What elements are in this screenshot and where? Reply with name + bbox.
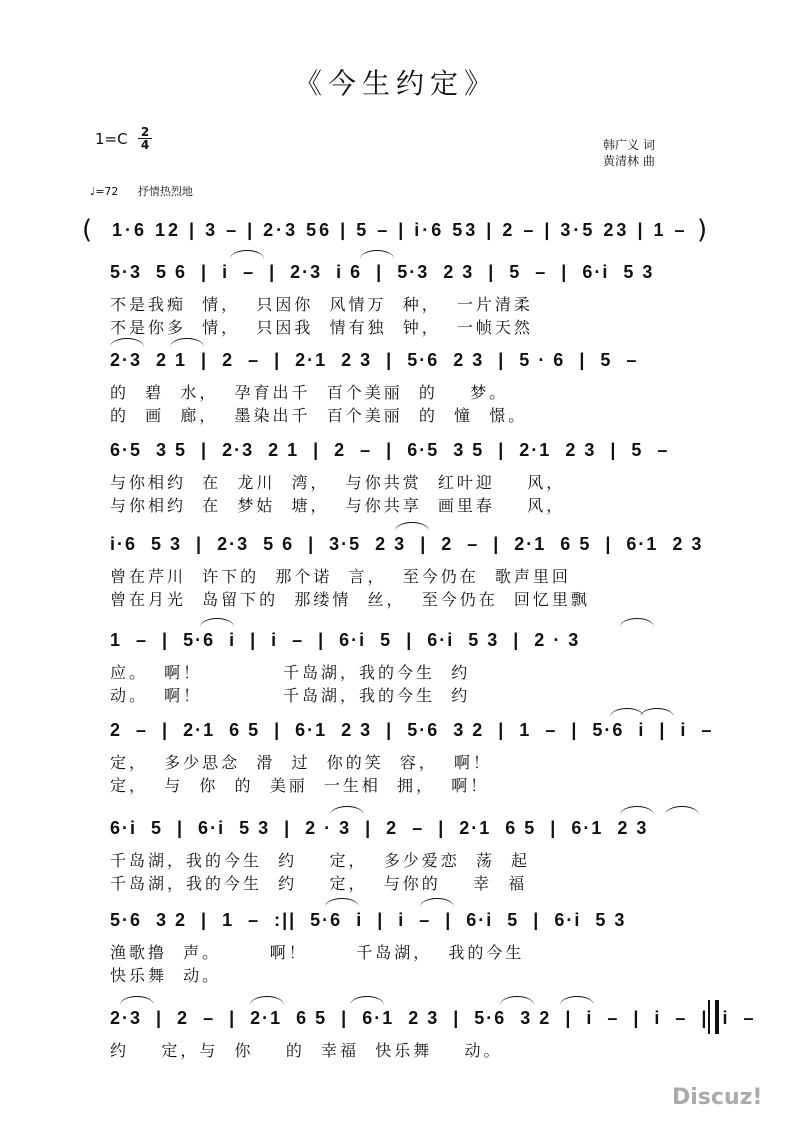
slur-mark [395, 522, 429, 531]
notation-line: 6·i 5 | 6·i 5 3 | 2 · 3 | 2 – | 2·1 6 5 | 6·1 2 3 [110, 818, 649, 838]
lyric-line-2: 快乐舞 动。 [110, 966, 222, 985]
lyric-line-2: 千岛湖，我的今生 约 定， 与你的 幸 福 [110, 874, 528, 893]
slur-mark [620, 618, 654, 627]
lyric-line-1: 约 定，与 你 的 幸福 快乐舞 动。 [110, 1041, 503, 1060]
slur-mark [200, 618, 234, 627]
page-title: 《今生约定》 [293, 67, 498, 100]
intro-close-paren: ) [697, 215, 708, 245]
slur-mark [640, 708, 674, 717]
composer: 黄清林 曲 [603, 154, 655, 168]
tempo-expression: 抒情热烈地 [137, 185, 193, 198]
lyric-line-1: 的 碧 水， 孕育出千 百个美丽 的 梦。 [110, 383, 509, 402]
notation-line: 2·3 | 2 – | 2·1 6 5 | 6·1 2 3 | 5·6 3 2 | i – | i – | i – [110, 1008, 756, 1028]
slur-mark [110, 338, 144, 347]
final-barline [708, 1000, 719, 1034]
lyric-line-2: 动。 啊！ 千岛湖，我的今生 约 [110, 686, 471, 705]
notation-line: 5·3 5 6 | i – | 2·3 i 6 | 5·3 2 3 | 5 – | 6·i 5 3 [110, 262, 655, 282]
slur-mark [330, 806, 364, 815]
slur-mark [620, 806, 654, 815]
slur-mark [350, 996, 384, 1005]
lyric-line-2: 与你相约 在 梦姑 塘， 与你共享 画里春 风， [110, 496, 566, 515]
watermark: Discuz! [672, 1085, 763, 1110]
notation-line: 5·6 3 2 | 1 – :|| 5·6 i | i – | 6·i 5 | 6·i 5 3 [110, 910, 627, 930]
lyricist: 韩广义 词 [603, 138, 655, 152]
lyric-line-1: 与你相约 在 龙川 湾， 与你共赏 红叶迎 风， [110, 473, 566, 492]
lyric-line-1: 应。 啊！ 千岛湖，我的今生 约 [110, 663, 471, 682]
slur-mark [665, 806, 699, 815]
slur-mark [500, 996, 534, 1005]
lyric-line-1: 渔歌撸 声。 啊！ 千岛湖， 我的今生 [110, 943, 525, 962]
lyric-line-2: 的 画 廊， 墨染出千 百个美丽 的 憧 憬。 [110, 406, 528, 425]
slur-mark [420, 898, 454, 907]
lyric-line-1: 不是我痴 情， 只因你 风情万 种， 一片清柔 [110, 295, 533, 314]
lyric-line-1: 曾在芹川 许下的 那个诺 言， 至今仍在 歌声里回 [110, 567, 571, 586]
notation-line: 1·6 12 | 3 – | 2·3 56 | 5 – | i·6 53 | 2 – | 3·5 23 | 1 – [112, 220, 688, 240]
lyric-line-2: 不是你多 情， 只因我 情有独 钟， 一帧天然 [110, 318, 533, 337]
notation-line: 2 – | 2·1 6 5 | 6·1 2 3 | 5·6 3 2 | 1 – | 5·6 i | i – [110, 720, 714, 740]
slur-mark [170, 338, 204, 347]
time-signature-bottom: 4 [138, 138, 152, 151]
key-signature: 1=C [95, 130, 128, 148]
lyric-line-2: 曾在月光 岛留下的 那缕情 丝， 至今仍在 回忆里飘 [110, 590, 590, 609]
notation-line: 6·5 3 5 | 2·3 2 1 | 2 – | 6·5 3 5 | 2·1 2 3 | 5 – [110, 440, 670, 460]
slur-mark [120, 996, 154, 1005]
slur-mark [230, 250, 264, 259]
lyric-line-1: 千岛湖，我的今生 约 定， 多少爱恋 荡 起 [110, 851, 531, 870]
notation-line: 1 – | 5·6 i | i – | 6·i 5 | 6·i 5 3 | 2 · 3 [110, 630, 581, 650]
tempo-bpm: ♩=72 [90, 185, 119, 198]
slur-mark [560, 996, 594, 1005]
notation-line: i·6 5 3 | 2·3 5 6 | 3·5 2 3 | 2 – | 2·1 6 5 | 6·1 2 3 [110, 534, 704, 554]
intro-open-paren: ( [82, 215, 93, 245]
slur-mark [325, 898, 359, 907]
slur-mark [250, 996, 284, 1005]
slur-mark [360, 250, 394, 259]
notation-line: 2·3 2 1 | 2 – | 2·1 2 3 | 5·6 2 3 | 5 · 6 | 5 – [110, 350, 639, 370]
lyric-line-2: 定， 与 你 的 美丽 一生相 拥， 啊！ [110, 776, 490, 795]
time-signature-top: 2 [140, 125, 150, 139]
lyric-line-1: 定， 多少思念 滑 过 你的笑 容， 啊！ [110, 753, 493, 772]
slur-mark [610, 708, 644, 717]
